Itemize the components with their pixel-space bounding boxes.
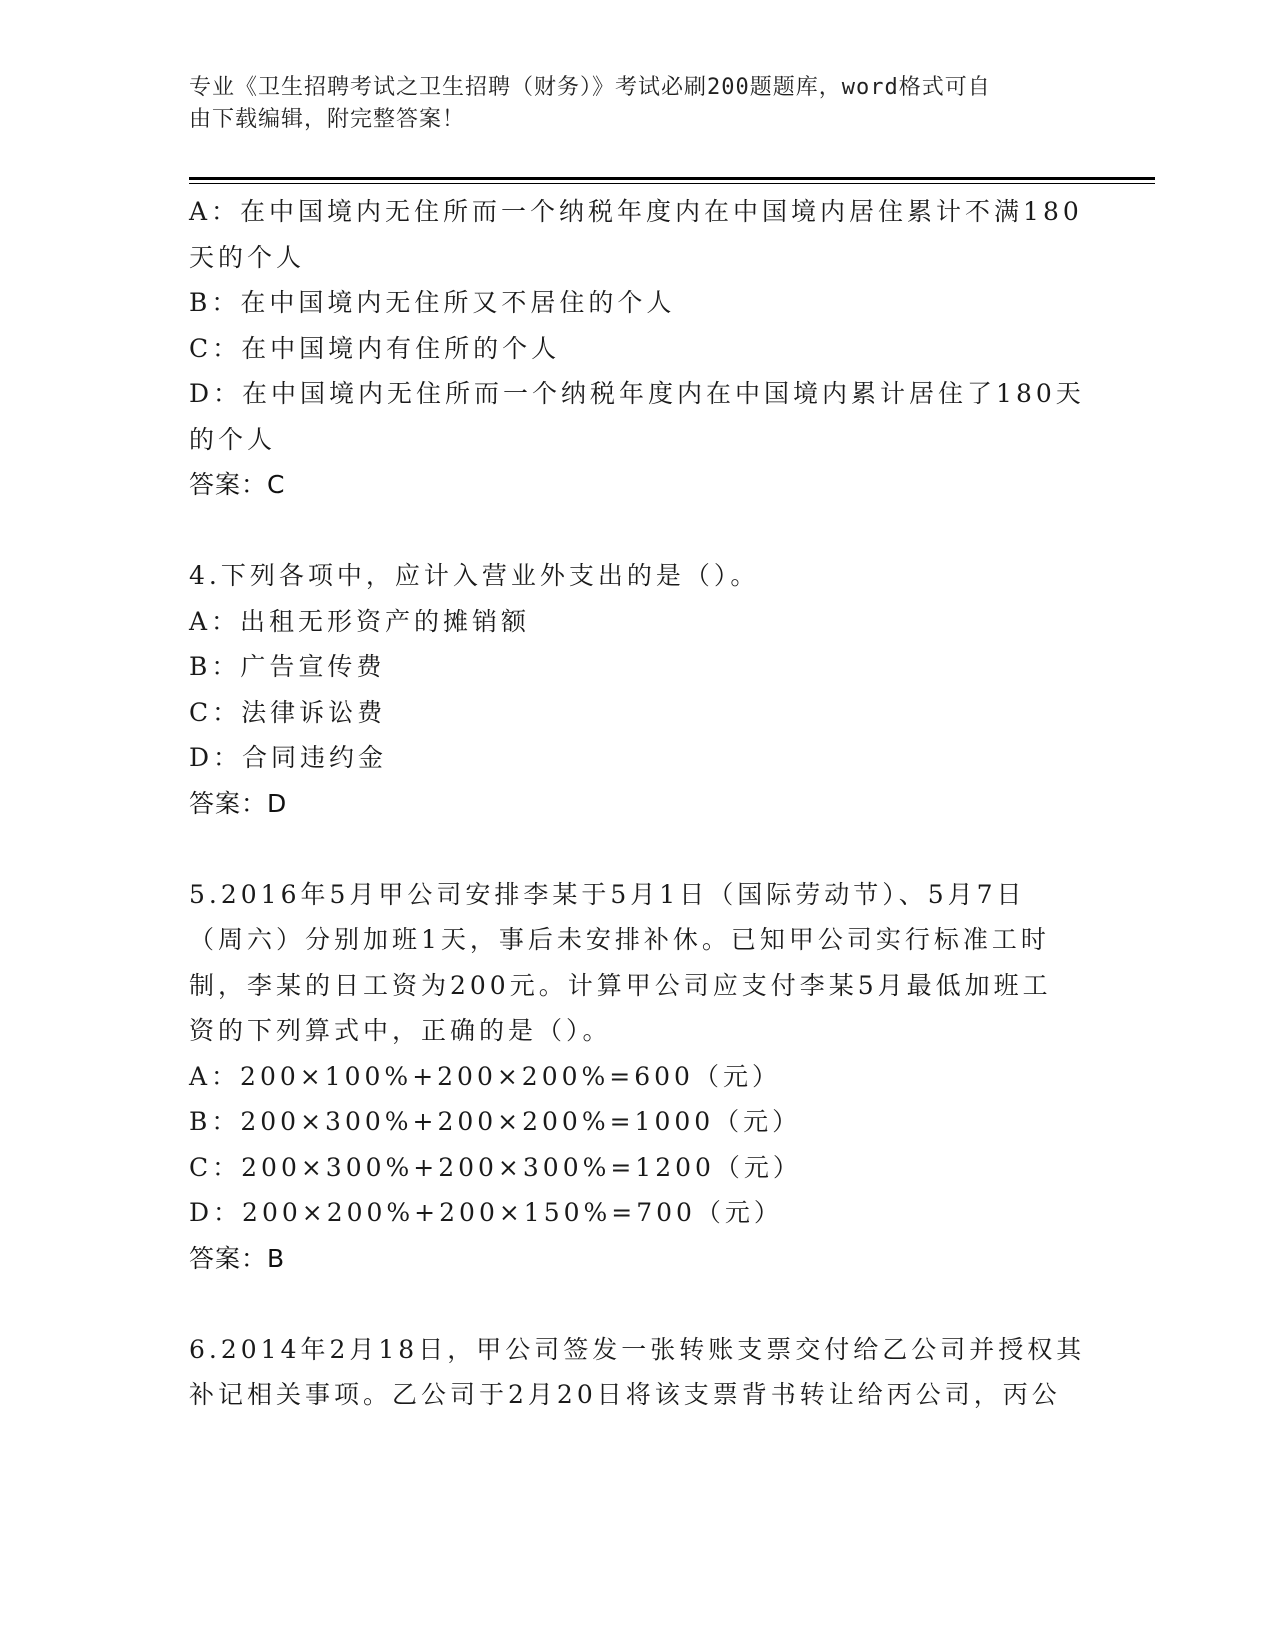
q3-option-d-line-2: 的个人	[189, 424, 277, 454]
header-line-1: 专业《卫生招聘考试之卫生招聘（财务）》考试必刷200题题库，word格式可自	[189, 75, 991, 100]
q5-stem-line-2: （周六）分别加班1天，事后未安排补休。已知甲公司实行标准工时	[189, 925, 1050, 954]
question-3	[189, 189, 1089, 508]
spacer	[189, 508, 1089, 554]
q5-option-b: B：200×300%+200×200%=1000（元）	[189, 1107, 802, 1136]
spacer	[189, 826, 1089, 872]
q3-answer: 答案：C	[189, 470, 286, 499]
question-4	[189, 553, 1089, 826]
q5-answer: 答案：B	[189, 1243, 286, 1273]
header-line-2: 由下载编辑，附完整答案！	[189, 107, 466, 132]
question-5	[189, 872, 1089, 1282]
q4-option-c: C：法律诉讼费	[189, 697, 387, 727]
header-divider-thick	[189, 177, 1155, 180]
document-header	[189, 72, 1069, 136]
q3-option-a-line-2: 天的个人	[189, 242, 306, 272]
q4-option-a: A：出租无形资产的摊销额	[189, 606, 531, 636]
question-6	[189, 1327, 1089, 1418]
q5-option-d: D：200×200%+200×150%=700（元）	[189, 1198, 783, 1227]
q5-stem-line-4: 资的下列算式中，正确的是（）。	[189, 1016, 612, 1045]
q3-option-a-line-1: A：在中国境内无住所而一个纳税年度内在中国境内居住累计不满180	[189, 197, 1083, 226]
q4-stem: 4.下列各项中，应计入营业外支出的是（）。	[189, 561, 760, 590]
q3-option-d-line-1: D：在中国境内无住所而一个纳税年度内在中国境内累计居住了180天	[189, 379, 1085, 408]
spacer	[189, 1281, 1089, 1327]
q6-stem-line-2: 补记相关事项。乙公司于2月20日将该支票背书转让给丙公司，丙公	[189, 1380, 1061, 1409]
q3-option-b: B：在中国境内无住所又不居住的个人	[189, 288, 676, 317]
q4-answer: 答案：D	[189, 788, 288, 818]
header-divider-thin	[189, 183, 1155, 184]
q3-option-c: C：在中国境内有住所的个人	[189, 333, 561, 363]
q4-option-d: D：合同违约金	[189, 743, 388, 772]
q5-option-c: C：200×300%+200×300%=1200（元）	[189, 1152, 802, 1182]
q4-option-b: B：广告宣传费	[189, 652, 386, 681]
question-list	[189, 189, 1089, 1418]
q5-stem-line-1: 5.2016年5月甲公司安排李某于5月1日（国际劳动节）、5月7日	[189, 879, 1026, 909]
q5-option-a: A：200×100%+200×200%=600（元）	[189, 1061, 781, 1091]
q6-stem-line-1: 6.2014年2月18日，甲公司签发一张转账支票交付给乙公司并授权其	[189, 1334, 1086, 1364]
q5-stem-line-3: 制，李某的日工资为200元。计算甲公司应支付李某5月最低加班工	[189, 970, 1052, 1000]
